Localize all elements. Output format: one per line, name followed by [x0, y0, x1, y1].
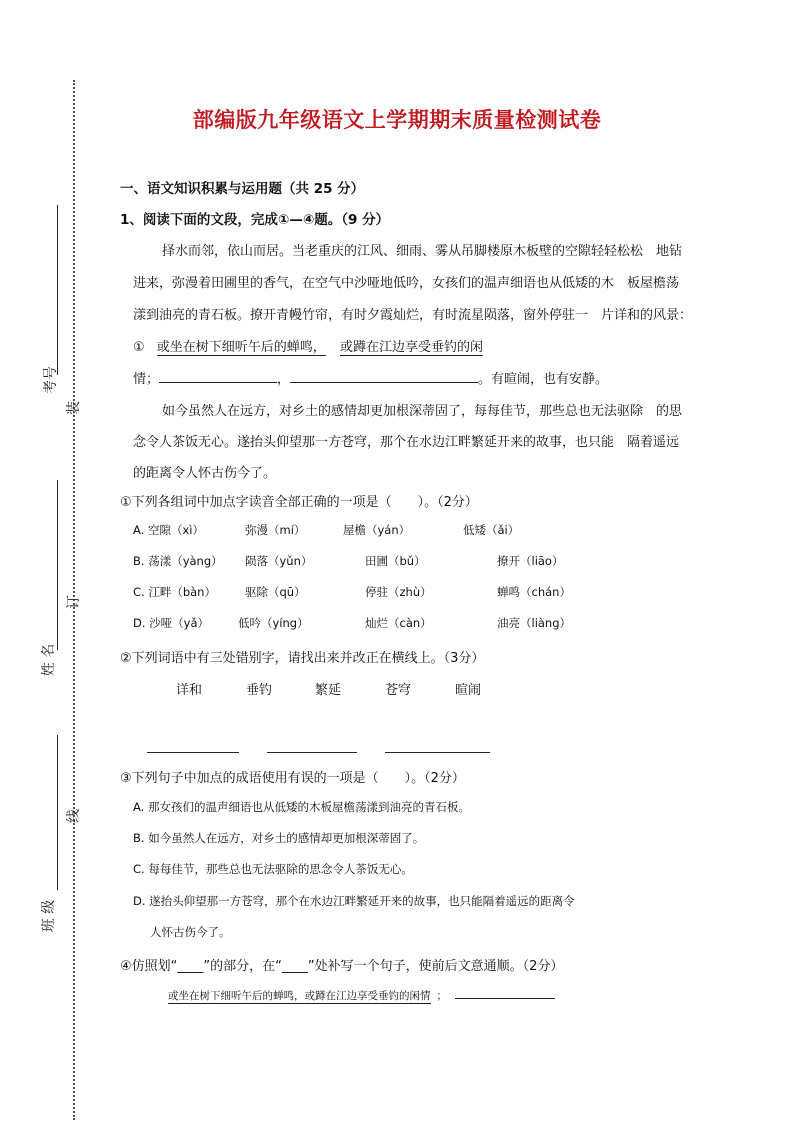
passage-line-4 — [133, 336, 483, 356]
qa-option-a-4: 低矮（ǎi） — [463, 523, 520, 537]
qd-separator: ； — [436, 990, 447, 1002]
binding-label-ding: 订 — [66, 595, 82, 609]
passage-marker-1: ① — [133, 340, 145, 355]
qa-option-c-1: C. 江畔（bàn） — [133, 585, 216, 599]
qd-answer-blank[interactable] — [455, 988, 555, 999]
qa-option-c-2: 驱除（qū） — [245, 585, 306, 599]
passage-line-2: 进来，弥漫着田圃里的香气，在空气中沙哑地低吟，女孩们的温声细语也从低矮的木 板屋檐荡 — [133, 276, 680, 291]
question-1-heading: 1、阅读下面的文段，完成①—④题。（9 分） — [120, 212, 390, 228]
question-c-stem: ③下列句子中加点的成语使用有误的一项是（ ）。（2分） — [120, 771, 465, 786]
qc-option-d: D. 遂抬头仰望那一方苍穹，那个在水边江畔繁延开来的故事，也只能隔着遥远的距离令 — [133, 894, 575, 908]
qa-option-c-3: 停驻（zhù） — [365, 585, 432, 599]
xingming-write-line — [57, 480, 58, 650]
binding-label-xian: 线 — [66, 809, 82, 823]
qb-word-4: 苍穹 — [385, 683, 412, 698]
qc-option-b: B. 如今虽然人在远方，对乡土的感情却更加根深蒂固了。 — [133, 831, 425, 845]
section-heading: 一、语文知识积累与运用题（共 25 分） — [120, 181, 365, 197]
banji-write-line — [57, 735, 58, 890]
qa-option-a-3: 屋檐（yán） — [343, 523, 411, 537]
qa-option-c-4: 蝉鸣（chán） — [497, 585, 571, 599]
underlined-phrase-1: 或坐在树下细听午后的蝉鸣， — [157, 336, 326, 356]
passage-line5-start: 情； — [133, 372, 160, 387]
qa-option-a-2: 弥漫（mí） — [245, 523, 306, 537]
qa-option-b-4: 撩开（liāo） — [497, 554, 564, 568]
page-title: 部编版九年级语文上学期期末质量检测试卷 — [192, 107, 602, 132]
qc-option-a: A. 那女孩们的温声细语也从低矮的木板屋檐荡漾到油亮的青石板。 — [133, 800, 470, 814]
passage-line-1: 择水而邻，依山而居。当老重庆的江风、细雨、雾从吊脚楼原木板壁的空隙轻轻松松 地钻 — [162, 244, 683, 259]
qb-word-3: 繁延 — [315, 683, 342, 698]
qa-option-a-1: A. 空隙（xì） — [133, 523, 204, 537]
qa-option-d-3: 灿烂（càn） — [365, 616, 432, 630]
passage-line5-end: 。有暄闹，也有安静。 — [478, 372, 609, 387]
qb-word-1: 详和 — [176, 683, 203, 698]
passage2-line-3: 的距离令人怀古伤今了。 — [133, 466, 277, 481]
qb-word-5: 暄闹 — [455, 683, 482, 698]
qa-option-b-2: 陨落（yǔn） — [245, 554, 313, 568]
underlined-phrase-2: 或蹲在江边享受垂钓的闲 — [340, 336, 483, 356]
qd-model-line — [168, 988, 555, 1004]
qc-option-c: C. 每每佳节，那些总也无法驱除的思念令人茶饭无心。 — [133, 862, 413, 876]
qd-model-sentence: 或坐在树下细听午后的蝉鸣，或蹲在江边享受垂钓的闲情 — [168, 990, 431, 1002]
qb-word-2: 垂钓 — [246, 683, 273, 698]
qb-answer-blank-2[interactable] — [267, 752, 357, 753]
qb-answer-blank-3[interactable] — [385, 752, 490, 753]
question-b-stem: ②下列词语中有三处错别字，请找出来并改正在横线上。（3分） — [120, 651, 485, 666]
qa-option-b-3: 田圃（bǔ） — [365, 554, 426, 568]
fill-blank-1[interactable] — [159, 370, 277, 383]
question-a-stem: ①下列各组词中加点字读音全部正确的一项是（ ）。（2分） — [120, 495, 478, 510]
passage2-line-1: 如今虽然人在远方，对乡土的感情却更加根深蒂固了，每每佳节，那些总也无法驱除 的思 — [162, 404, 683, 419]
question-d-stem: ④仿照划“____”的部分，在“____”处补写一个句子，使前后文意通顺。（2分） — [120, 959, 564, 974]
binding-label-banji: 班 级 — [41, 899, 58, 933]
passage2-line-2: 念令人茶饭无心。遂抬头仰望那一方苍穹，那个在水边江畔繁延开来的故事，也只能 隔着遥远 — [133, 435, 680, 450]
kaohao-write-line — [57, 205, 58, 375]
qc-option-d-cont: 人怀古伤今了。 — [150, 925, 231, 939]
qb-answer-blank-1[interactable] — [147, 752, 239, 753]
binding-label-kaohao: 考号 — [43, 366, 59, 394]
binding-label-zhuang: 装 — [66, 401, 82, 415]
qa-option-d-1: D. 沙哑（yǎ） — [133, 616, 210, 630]
fill-blank-2[interactable] — [290, 370, 478, 383]
passage-line-5 — [133, 368, 608, 387]
passage-line-3: 漾到油亮的青石板。撩开青幔竹帘，有时夕霞灿烂，有时流星陨落，窗外停驻一 片详和的风景： — [133, 308, 693, 323]
passage-line5-sep: ， — [277, 372, 291, 387]
qa-option-d-4: 油亮（liàng） — [497, 616, 572, 630]
qa-option-b-1: B. 荡漾（yàng） — [133, 554, 223, 568]
binding-label-xingming: 姓 名 — [41, 643, 58, 677]
qa-option-d-2: 低吟（yíng） — [238, 616, 309, 630]
